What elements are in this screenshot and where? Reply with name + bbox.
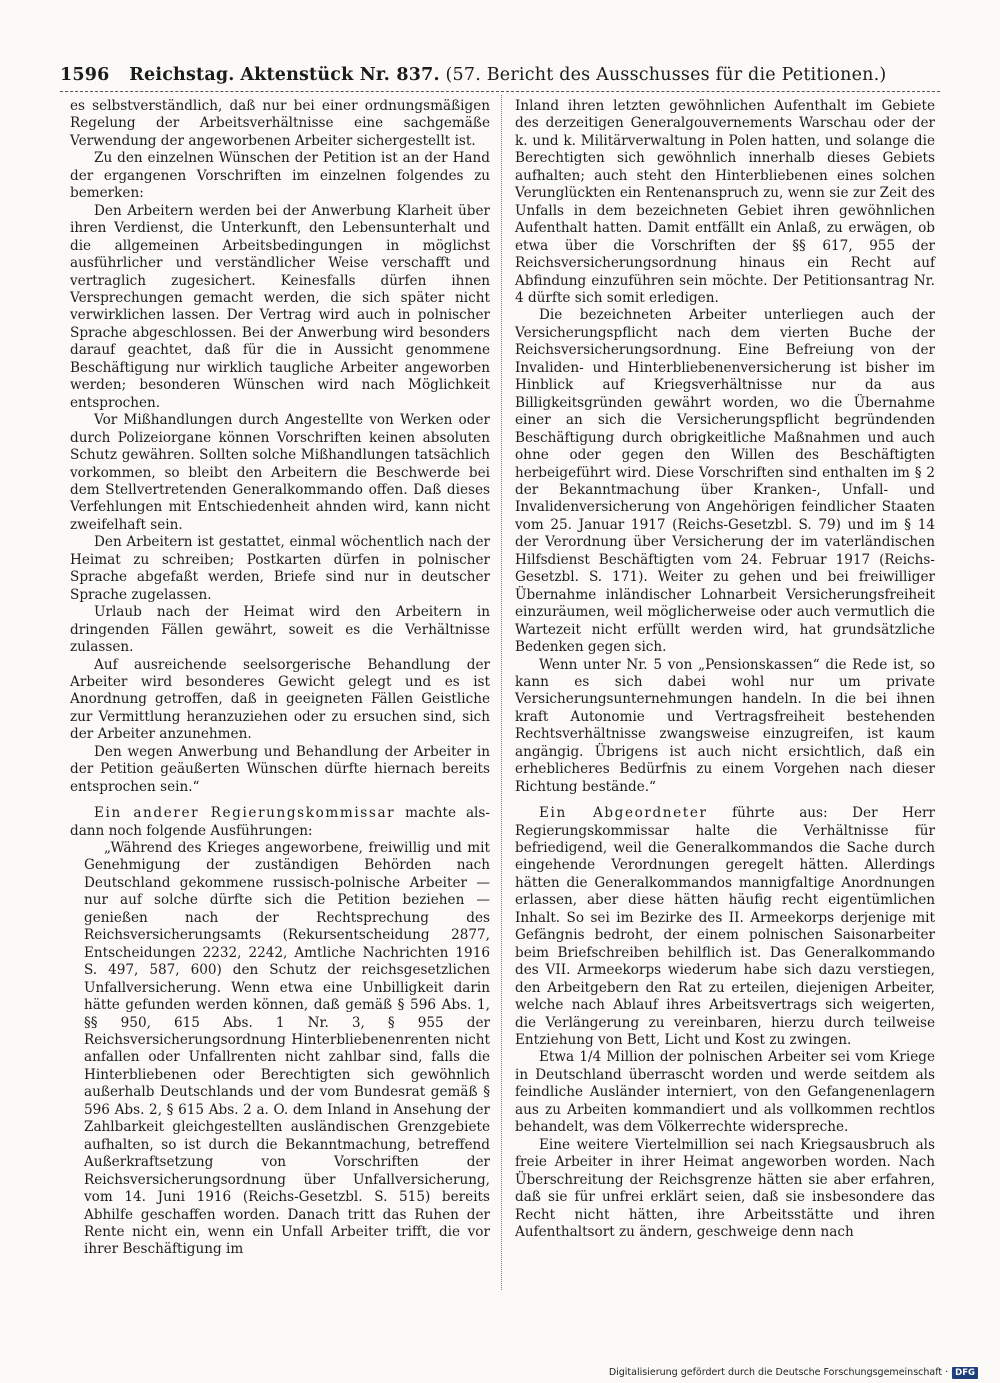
speaker-paragraph bbox=[515, 805, 935, 1049]
footer bbox=[609, 1366, 978, 1380]
speaker-paragraph bbox=[70, 805, 490, 840]
speaker-label: Ein Abgeordneter bbox=[539, 805, 708, 822]
paragraph: Wenn unter Nr. 5 von „Pensionskassen“ die Rede ist, so kann es sich dabei wohl nur um private Versicherungsunternehmungen handeln. In die bei ihnen kraft Autonomie und Vertragsfreiheit bestehenden Rechtsverhältnisse zwangsweise einzugreifen, ist kaum angängig. Übrigens ist auch nicht ersichtlich, daß ein erheblicheres Bedürfnis zu einem Vorgehen nach dieser Richtung bestände.“ bbox=[515, 656, 935, 795]
paragraph: Zu den einzelnen Wünschen der Petition ist an der Hand der ergangenen Vorschriften im einzelnen folgendes zu bemerken: bbox=[70, 150, 490, 202]
footer-credit: Digitalisierung gefördert durch die Deutsche Forschungsgemeinschaft · bbox=[608, 1367, 949, 1378]
left-column bbox=[70, 98, 490, 1259]
paragraph: es selbstverständlich, daß nur bei einer ordnungsmäßigen Regelung der Arbeitsverhältnisse eine sachgemäße Verwendung der angeworbenen Arbeiter sichergestellt ist. bbox=[70, 98, 490, 149]
speaker-statement: führte aus: Der Herr Regierungskommissar halte die Verhältnisse für befriedigend, weil die Generalkommandos die Sache durch eingehende Verordnungen geregelt hätten. Allerdings hätten die Generalkommandos mannigfaltige Anordnungen erlassen, aber diese hätten häufig recht eigentümlichen Inhalt. So sei im Bezirke des II. Armeekorps derjenige mit Gefängnis bedroht, der einem polnischen Saisonarbeiter beim Briefschreiben behilflich ist. Das Generalkommando des VII. Armeekorps wiederum habe sich dazu verstiegen, den Arbeitgebern den Rat zu erteilen, diejenigen Arbeiter, welche nach Ablauf ihres Arbeitsvertrags sich weigerten, die Verlängerung zu vereinbaren, hierzu durch teilweise Entziehung von Bett, Licht und Kost zu zwingen. bbox=[515, 805, 935, 1049]
paragraph: Die bezeichneten Arbeiter unterliegen auch der Versicherungspflicht nach dem vierten Buche der Reichsversicherungsordnung. Eine Befreiung von der Invaliden- und Hinterbliebenenversicherung ist bisher im Hinblick auf Kriegsverhältnisse nur da aus Billigkeitsgründen gewährt worden, wo die Übernahme einer an sich die Versicherungspflicht begründenden Beschäftigung durch obrigkeitliche Maßnahmen und auch ohne oder gegen den Willen des Beschäftigten herbeigeführt wird. Diese Vorschriften sind enthalten im § 2 der Bekanntmachung über Kranken-, Unfall- und Invalidenversicherung von Angehörigen feindlicher Staaten vom 25. Januar 1917 (Reichs-Gesetzbl. S. 79) und im § 14 der Verordnung über Versicherung der im vaterländischen Hilfsdienst Beschäftigten vom 24. Februar 1917 (Reichs-Gesetzbl. S. 171). Weiter zu gehen und bei freiwilliger Übernahme inländischer Lohnarbeit Versicherungsfreiheit einzuräumen, weil möglicherweise oder auch vermutlich die Wartezeit nicht erfüllt werden wird, hat grundsätzliche Bedenken gegen sich. bbox=[515, 307, 935, 656]
right-column bbox=[515, 98, 935, 1241]
speaker-label: Ein anderer Regierungskommissar bbox=[94, 805, 396, 822]
paragraph: Vor Mißhandlungen durch Angestellte von Werken oder durch Polizeiorgane können Vorschriften keinen absoluten Schutz gewähren. Sollten solche Mißhandlungen tatsächlich vorkommen, so bleibt den Arbeitern die Beschwerde bei dem Stellvertretenden Generalkommando offen. Daß dieses Verfehlungen mit Entschiedenheit ahnden wird, kann nicht zweifelhaft sein. bbox=[70, 412, 490, 533]
page-header bbox=[60, 62, 940, 88]
dfg-logo: DFG bbox=[952, 1367, 978, 1379]
speaker-continuation: dann noch folgende Ausführungen: bbox=[70, 822, 313, 839]
column-divider bbox=[501, 95, 502, 1290]
speaker-tail: machte als- bbox=[395, 805, 490, 822]
paragraph: Den wegen Anwerbung und Behandlung der Arbeiter in der Petition geäußerten Wünschen dürfte hiernach bereits entsprochen sein.“ bbox=[70, 743, 490, 795]
paragraph: Den Arbeitern werden bei der Anwerbung Klarheit über ihren Verdienst, die Unterkunft, den Lebensunterhalt und die allgemeinen Arbeitsbedingungen in möglichst ausführlicher und verständlicher Weise verschafft und vertraglich zugesichert. Keinesfalls dürfen ihnen Versprechungen gemacht werden, die sich später nicht verwirklichen lassen. Der Vertrag wird auch in polnischer Sprache abgeschlossen. Bei der Anwerbung wird besonders darauf geachtet, daß für die in Aussicht genommene Beschäftigung nur wirklich taugliche Arbeiter angeworben werden; besonderen Wünschen wird nach Möglichkeit entsprochen. bbox=[70, 202, 490, 411]
paragraph: Etwa 1/4 Million der polnischen Arbeiter sei vom Kriege in Deutschland überrascht worden und werde seitdem als feindliche Ausländer interniert, von den Gefangenenlagern aus zu Arbeiten kommandiert und als vollkommen rechtlos behandelt, was dem Völkerrechte widerspreche. bbox=[515, 1049, 935, 1136]
page-number: 1596 bbox=[60, 65, 110, 85]
paragraph: Den Arbeitern ist gestattet, einmal wöchentlich nach der Heimat zu schreiben; Postkarten dürfen in polnischer Sprache abgefaßt werden, Briefe sind nur in deutscher Sprache zugelassen. bbox=[70, 534, 490, 603]
quoted-paragraph: „Während des Krieges angeworbene, freiwillig und mit Genehmigung der zuständigen Behörden nach Deutschland gekommene russisch-polnische Arbeiter — nur auf solche dürfte sich die Petition beziehen — genießen nach der Rechtsprechung des Reichsversicherungsamts (Rekursentscheidung 2877, Entscheidungen 2232, 2242, Amtliche Nachrichten 1916 S. 497, 587, 600) den Schutz der reichsgesetzlichen Unfallversicherung. Wenn etwa eine Unbilligkeit darin hätte gefunden werden können, daß gemäß § 596 Abs. 1, §§ 950, 615 Abs. 1 Nr. 3, § 955 der Reichsversicherungsordnung Hinterbliebenenrenten nicht anfallen oder Unfallrenten nicht zahlbar sind, falls die Hinterbliebenen oder Berechtigten sich gewöhnlich außerhalb Deutschlands und der vom Bundesrat gemäß § 596 Abs. 2, § 615 Abs. 2 a. O. dem Inland in Ansehung der Zahlbarkeit gleichgestellten ausländischen Grenzgebiete aufhalten, so ist durch die Bekanntmachung, betreffend Außerkraftsetzung von Vorschriften der Reichsversicherungsordnung über Unfallversicherung, vom 14. Juni 1916 (Reichs-Gesetzbl. S. 515) bereits Abhilfe geschaffen worden. Danach tritt das Ruhen der Rente nicht ein, wenn ein Unfall Arbeiter trifft, die vor ihrer Beschäftigung im bbox=[84, 840, 490, 1258]
header-reichstag: Reichstag. bbox=[129, 65, 235, 85]
paragraph: Eine weitere Viertelmillion sei nach Kriegsausbruch als freie Arbeiter in ihrer Heimat angeworben worden. Nach Überschreitung der Reichsgrenze hätten sie aber erfahren, daß sie für unfrei erklärt seien, daß sie insbesondere das Recht nicht hätten, ihre Arbeitsstätte und ihren Aufenthaltsort zu ändern, geschweige denn nach bbox=[515, 1136, 935, 1240]
paragraph: Inland ihren letzten gewöhnlichen Aufenthalt im Gebiete des derzeitigen Generalgouvernements Warschau oder der k. und k. Militärverwaltung in Polen hatten, und solange die Berechtigten sich gewöhnlich innerhalb dieses Gebiets aufhalten; auch steht den Hinterbliebenen eines solchen Verunglückten ein Rentenanspruch zu, wenn sie zur Zeit des Unfalls in dem bezeichneten Gebiet ihren gewöhnlichen Aufenthalt hatten. Damit entfällt ein Anlaß, zu erwägen, ob etwa über die Vorschriften der §§ 617, 955 der Reichsversicherungsordnung hinaus ein Recht auf Abfindung einzuführen sein möchte. Der Petitionsantrag Nr. 4 dürfte sich somit erledigen. bbox=[515, 98, 935, 306]
header-subtitle: (57. Bericht des Ausschusses für die Petitionen.) bbox=[445, 65, 887, 85]
header-document-number: Aktenstück Nr. 837. bbox=[240, 65, 440, 85]
paragraph: Auf ausreichende seelsorgerische Behandlung der Arbeiter wird besonderes Gewicht gelegt und es ist Anordnung getroffen, daß in geeigneten Fällen Geistliche zur Vermittlung heranzuziehen oder zu ersuchen sind, sich der Arbeiter anzunehmen. bbox=[70, 656, 490, 743]
header-rule bbox=[60, 91, 940, 92]
paragraph: Urlaub nach der Heimat wird den Arbeitern in dringenden Fällen gewährt, soweit es die Verhältnisse zulassen. bbox=[70, 604, 490, 656]
